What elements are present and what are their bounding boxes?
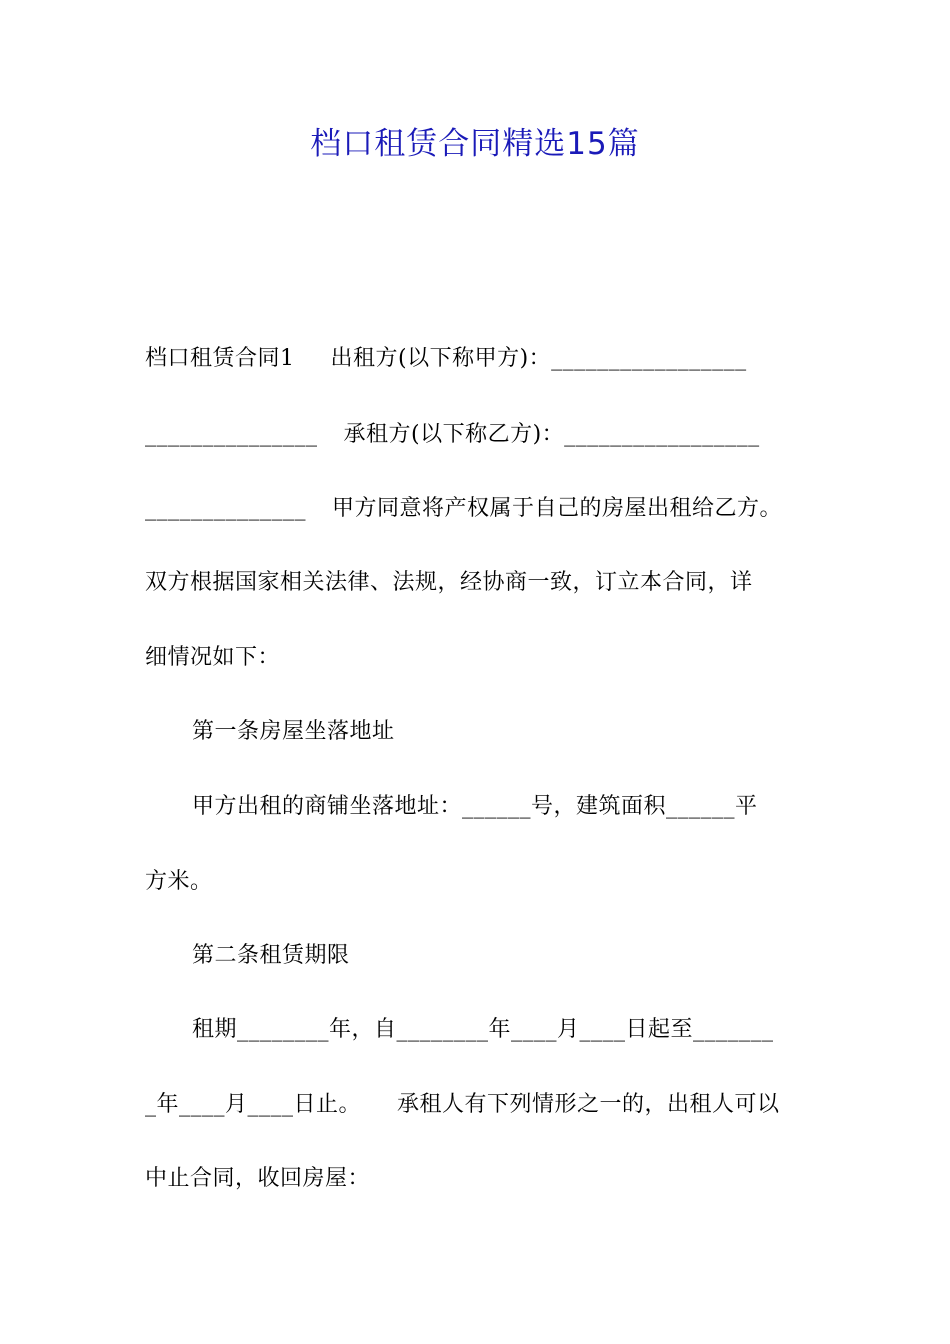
- paragraph-line: 细情况如下：: [145, 645, 281, 670]
- contract-number-label: 档口租赁合同1: [145, 346, 295, 371]
- blank-underline: ______________: [145, 496, 306, 521]
- lessee-field: 承租方(以下称乙方)：_________________: [343, 422, 760, 447]
- termination-text: 承租人有下列情形之一的，出租人可以: [397, 1092, 780, 1117]
- lessor-field: 出租方(以下称甲方)：_________________: [330, 346, 747, 371]
- lessee-line: [145, 422, 815, 448]
- paragraph-line: 方米。: [145, 869, 213, 894]
- paragraph-line: 中止合同，收回房屋：: [145, 1166, 371, 1191]
- agreement-text: 甲方同意将产权属于自己的房屋出租给乙方。: [332, 496, 783, 521]
- contract-heading-line: [145, 346, 815, 372]
- paragraph-line: 双方根据国家相关法律、法规，经协商一致，订立本合同，详: [145, 570, 753, 595]
- article-heading: 第二条租赁期限: [192, 943, 350, 968]
- paragraph-line: 租期________年，自________年____月____日起至_______: [192, 1017, 774, 1042]
- term-end-text: _年____月____日止。: [145, 1092, 362, 1117]
- paragraph-line: [145, 1092, 815, 1118]
- blank-underline: _______________: [145, 422, 318, 447]
- article-heading: 第一条房屋坐落地址: [192, 719, 395, 744]
- document-title: 档口租赁合同精选15篇: [310, 126, 640, 162]
- agreement-line: [145, 496, 815, 522]
- paragraph-line: 甲方出租的商铺坐落地址：______号，建筑面积______平: [192, 794, 758, 819]
